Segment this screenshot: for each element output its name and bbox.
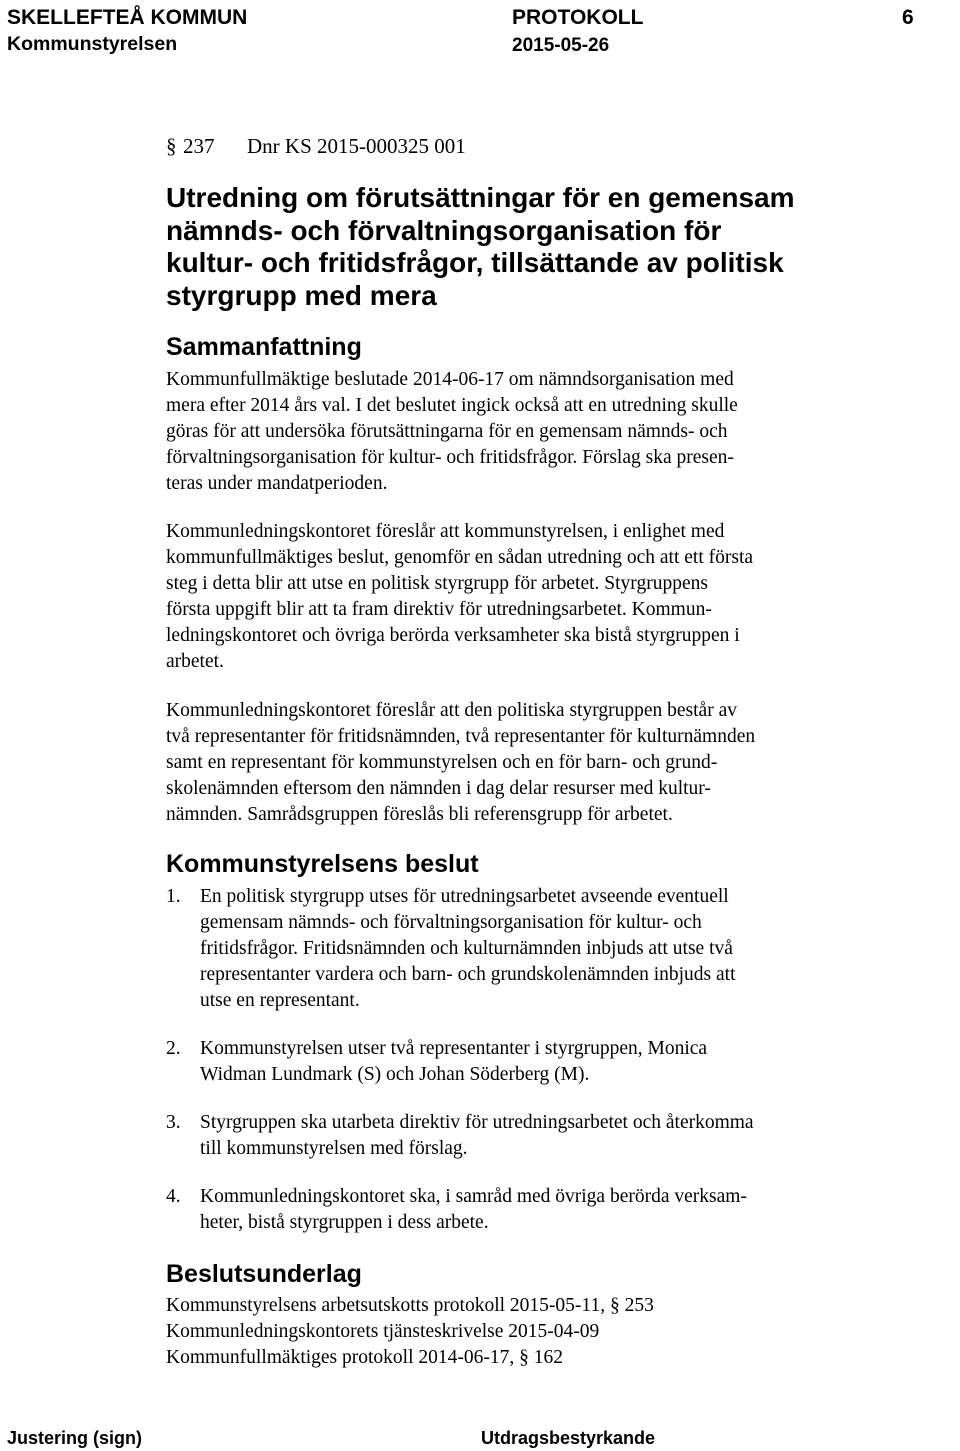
page-title — [166, 182, 926, 312]
text-line: utse en representant. — [200, 990, 360, 1011]
title-line: nämnds- och förvaltningsorganisation för — [166, 214, 722, 246]
text-line: kommunfullmäktiges beslut, genomför en sådan utredning och att ett första — [166, 547, 754, 568]
section-sign: § — [166, 134, 177, 158]
text-line: två representanter för fritidsnämnden, två representanter för kulturnämnden — [166, 726, 756, 747]
text-line: Widman Lundmark (S) och Johan Söderberg (M). — [200, 1064, 590, 1085]
text-line: Styrgruppen ska utarbeta direktiv för utredningsarbetet och återkomma — [200, 1112, 754, 1133]
text-line: Kommunledningskontoret föreslår att kommunstyrelsen, i enlighet med — [166, 521, 725, 542]
summary-heading: Sammanfattning — [166, 333, 362, 361]
signature-label: Justering (sign) — [7, 1428, 143, 1448]
summary-paragraph-2 — [166, 519, 753, 675]
certification-label: Utdragsbestyrkande — [481, 1428, 656, 1448]
text-line: nämnden. Samrådsgruppen föreslås bli referensgrupp för arbetet. — [166, 804, 673, 825]
title-line: styrgrupp med mera — [166, 279, 437, 311]
text-line: steg i detta blir att utse en politisk styrgrupp för arbetet. Styrgruppens — [166, 573, 708, 594]
municipality-name: SKELLEFTEÅ KOMMUN — [7, 6, 248, 29]
text-line: representanter vardera och barn- och grundskolenämnden inbjuds att — [200, 964, 736, 985]
committee-name: Kommunstyrelsen — [7, 33, 178, 55]
basis-list — [166, 1293, 654, 1371]
text-line: teras under mandatperioden. — [166, 473, 388, 494]
text-line: göras för att undersöka förutsättningarna för en gemensam nämnds- och — [166, 421, 728, 442]
text-line: Kommunstyrelsen utser två representanter i styrgruppen, Monica — [200, 1038, 708, 1059]
page-number: 6 — [902, 6, 914, 29]
decision-item-number: 2. — [166, 1038, 181, 1059]
decision-item-number: 1. — [166, 886, 181, 907]
text-line: gemensam nämnds- och förvaltningsorganisation för kultur- och — [200, 912, 702, 933]
meeting-date: 2015-05-26 — [512, 35, 610, 56]
title-line: kultur- och fritidsfrågor, tillsättande av politisk — [166, 247, 784, 278]
text-line: Kommunledningskontoret föreslår att den politiska styrgruppen består av — [166, 700, 737, 721]
text-line: till kommunstyrelsen med förslag. — [200, 1138, 468, 1159]
text-line: arbetet. — [166, 651, 224, 672]
decision-item-2 — [200, 1036, 707, 1088]
text-line: skolenämnden eftersom den nämnden i dag delar resurser med kultur- — [166, 778, 711, 799]
text-line: En politisk styrgrupp utses för utredningsarbetet avseende eventuell — [200, 886, 729, 907]
text-line: Kommunfullmäktige beslutade 2014-06-17 om nämndsorganisation med — [166, 369, 734, 390]
text-line: samt en representant för kommunstyrelsen och en för barn- och grund- — [166, 752, 718, 773]
summary-paragraph-3 — [166, 698, 755, 828]
decision-item-number: 4. — [166, 1186, 181, 1207]
summary-paragraph-1 — [166, 367, 738, 497]
text-line: första uppgift blir att ta fram direktiv för utredningsarbetet. Kommun- — [166, 599, 712, 620]
section-number: 237 — [183, 134, 215, 158]
text-line: Kommunledningskontoret ska, i samråd med övriga berörda verksam- — [200, 1186, 747, 1207]
decision-item-number: 3. — [166, 1112, 181, 1133]
text-line: mera efter 2014 års val. I det beslutet ingick också att en utredning skulle — [166, 395, 738, 416]
decision-item-3 — [200, 1110, 754, 1162]
basis-item: Kommunledningskontorets tjänsteskrivelse 2015-04-09 — [166, 1321, 600, 1342]
basis-item: Kommunstyrelsens arbetsutskotts protokoll 2015-05-11, § 253 — [166, 1295, 654, 1316]
diary-number: Dnr KS 2015-000325 001 — [247, 134, 466, 158]
decision-item-4 — [200, 1184, 747, 1236]
basis-heading: Beslutsunderlag — [166, 1260, 362, 1288]
text-line: fritidsfrågor. Fritidsnämnden och kulturnämnden inbjuds att utse två — [200, 938, 733, 959]
decision-heading: Kommunstyrelsens beslut — [166, 850, 479, 878]
decision-item-1 — [200, 884, 736, 1014]
text-line: förvaltningsorganisation för kultur- och fritidsfrågor. Förslag ska presen- — [166, 447, 734, 468]
title-line: Utredning om förutsättningar för en gemensam — [166, 182, 795, 213]
text-line: heter, bistå styrgruppen i dess arbete. — [200, 1212, 489, 1233]
document-type: PROTOKOLL — [512, 6, 644, 29]
basis-item: Kommunfullmäktiges protokoll 2014-06-17, § 162 — [166, 1347, 564, 1368]
text-line: ledningskontoret och övriga berörda verksamheter ska bistå styrgruppen i — [166, 625, 740, 646]
